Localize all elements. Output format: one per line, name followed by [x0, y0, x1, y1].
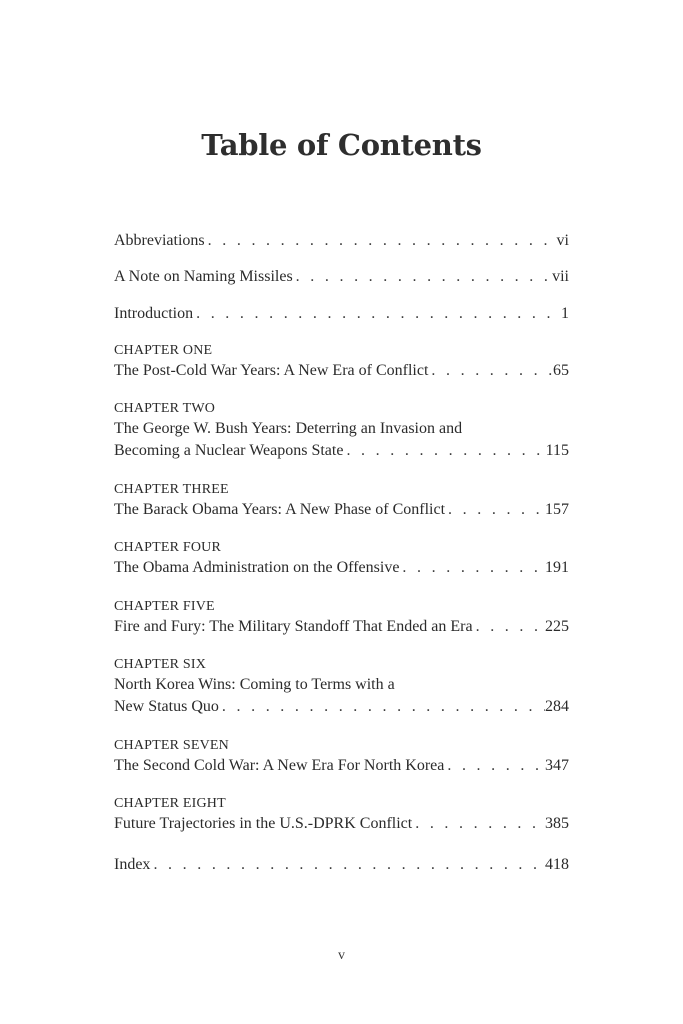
dot-leader: [205, 230, 555, 252]
page-number: 157: [545, 501, 569, 518]
entry-title: The Obama Administration on the Offensive: [114, 559, 400, 576]
toc-line: [114, 813, 569, 835]
toc-line: [114, 440, 569, 462]
toc-line: [114, 696, 569, 718]
toc-entry-chapter-one[interactable]: [114, 342, 569, 382]
chapter-label: CHAPTER THREE: [114, 482, 229, 497]
entry-title: The Post-Cold War Years: A New Era of Conflict: [114, 362, 429, 379]
chapter-label: CHAPTER SEVEN: [114, 738, 229, 753]
page-number: 115: [545, 442, 569, 459]
page-number: 1: [561, 305, 569, 322]
chapter-label: CHAPTER FOUR: [114, 540, 222, 555]
toc-entry-chapter-four[interactable]: [114, 539, 569, 579]
entry-title: A Note on Naming Missiles: [114, 268, 293, 285]
entry-title: Abbreviations: [114, 232, 205, 249]
chapter-label: CHAPTER EIGHT: [114, 796, 226, 811]
page-folio: v: [338, 948, 345, 963]
dot-leader: [445, 499, 545, 521]
dot-leader: [219, 696, 545, 718]
entry-title: The Second Cold War: A New Era For North Korea: [114, 757, 445, 774]
chapter-label: CHAPTER ONE: [114, 343, 213, 358]
page-number: 385: [545, 815, 569, 832]
dot-leader: [293, 266, 552, 288]
toc-entry-abbreviations[interactable]: [114, 230, 569, 252]
toc-entry-introduction[interactable]: [114, 303, 569, 325]
entry-title-line-1: North Korea Wins: Coming to Terms with a: [114, 676, 395, 693]
toc-entry-chapter-six[interactable]: [114, 656, 569, 718]
toc-line: [114, 854, 569, 876]
entry-title: The Barack Obama Years: A New Phase of Conflict: [114, 501, 446, 518]
entry-title: Introduction: [114, 305, 194, 322]
chapter-label: CHAPTER FIVE: [114, 599, 215, 614]
toc-line: [114, 499, 569, 521]
toc-entry-chapter-seven[interactable]: [114, 737, 569, 777]
entry-title: Fire and Fury: The Military Standoff That Ended an Era: [114, 618, 473, 635]
page-number: 347: [545, 757, 569, 774]
dot-leader: [428, 360, 553, 382]
toc-line: [114, 616, 569, 638]
page-number: 65: [553, 362, 569, 379]
entry-title: Index: [114, 856, 151, 873]
chapter-label: CHAPTER TWO: [114, 401, 216, 416]
toc-line: [114, 230, 569, 252]
page-number: 284: [545, 698, 569, 715]
toc-line: [114, 557, 569, 579]
dot-leader: [473, 616, 545, 638]
dot-leader: [399, 557, 545, 579]
toc-entry-chapter-five[interactable]: [114, 598, 569, 638]
page-number: 225: [545, 618, 569, 635]
toc-entry-note-on-naming-missiles[interactable]: [114, 266, 569, 288]
entry-title: New Status Quo: [114, 698, 219, 715]
entry-title: Future Trajectories in the U.S.-DPRK Conflict: [114, 815, 413, 832]
page-number: vii: [552, 268, 569, 285]
toc-line: [114, 360, 569, 382]
chapter-label: CHAPTER SIX: [114, 657, 207, 672]
entry-title-line-1: The George W. Bush Years: Deterring an Invasion and: [114, 420, 463, 437]
toc-entry-chapter-two[interactable]: [114, 400, 569, 462]
entry-title: Becoming a Nuclear Weapons State: [114, 442, 344, 459]
page-number: 191: [545, 559, 569, 576]
toc-line: [114, 266, 569, 288]
page-title: Table of Contents: [201, 128, 482, 162]
dot-leader: [193, 303, 555, 325]
dot-leader: [343, 440, 545, 462]
toc-entry-chapter-eight[interactable]: [114, 795, 569, 835]
dot-leader: [150, 854, 545, 876]
dot-leader: [444, 755, 545, 777]
page-number: vi: [556, 232, 569, 249]
toc-line: [114, 303, 569, 325]
toc-entry-index[interactable]: [114, 854, 569, 876]
toc-entry-chapter-three[interactable]: [114, 481, 569, 521]
page-number: 418: [545, 856, 569, 873]
dot-leader: [412, 813, 545, 835]
toc-line: [114, 755, 569, 777]
